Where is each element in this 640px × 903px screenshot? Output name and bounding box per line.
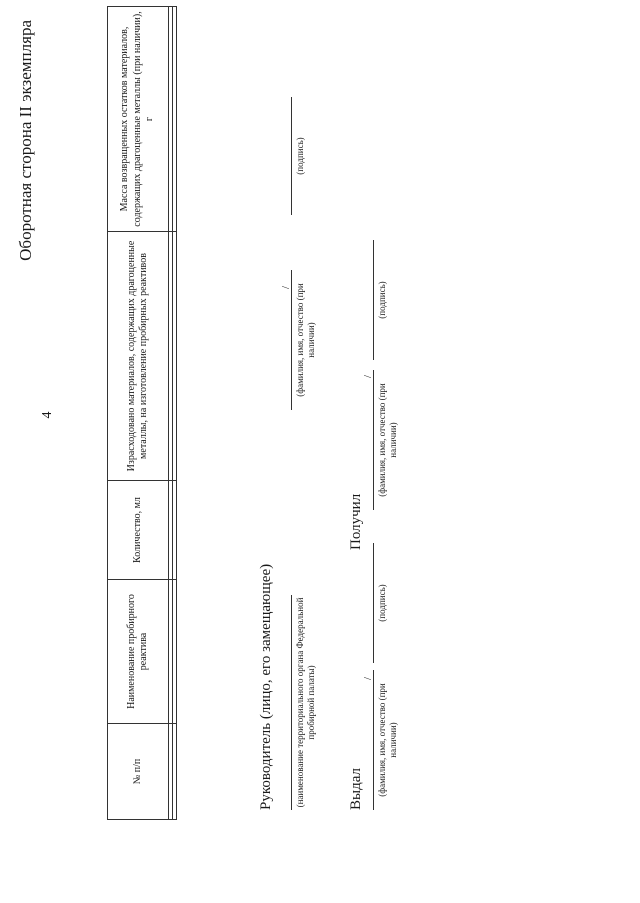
issued-heading: Выдал (348, 768, 364, 810)
table-cell (173, 7, 177, 232)
reagents-table (107, 6, 177, 820)
manager-separator: / (280, 285, 292, 289)
page-title: Оборотная сторона II экземпляра (16, 20, 35, 261)
table-cell (173, 580, 177, 724)
manager-signature-caption: (подпись) (295, 137, 305, 175)
column-header-reagent-name: Наименование пробирного реактива (108, 580, 169, 724)
table-cell (173, 232, 177, 481)
issued-name-caption: (фамилия, имя, отчество (при наличии) (377, 683, 399, 797)
column-header-quantity: Количество, мл (108, 481, 169, 580)
table-cell (173, 724, 177, 820)
received-signature-line (373, 240, 374, 360)
table-cell (173, 481, 177, 580)
received-separator: / (362, 374, 374, 378)
received-name-line (373, 370, 374, 510)
received-name-caption: (фамилия, имя, отчество (при наличии) (377, 383, 399, 497)
column-header-number: № п/п (108, 724, 169, 820)
issued-separator: / (362, 676, 374, 680)
manager-name-caption: (фамилия, имя, отчество (при наличии) (295, 283, 317, 397)
table-row (173, 7, 177, 820)
org-name-line (291, 595, 292, 810)
manager-heading: Руководитель (лицо, его замещающее) (258, 563, 274, 810)
issued-name-line (373, 670, 374, 810)
table-header-row (108, 7, 169, 820)
received-signature-caption: (подпись) (377, 281, 387, 319)
manager-name-line (291, 270, 292, 410)
column-header-returned-mass: Масса возвращенных остатков материалов, содержащих драгоценные металлы (при наличии), г (108, 7, 169, 232)
received-heading: Получил (348, 493, 364, 550)
page-number: 4 (40, 411, 55, 419)
org-caption: (наименование территориального органа Федеральной пробирной палаты) (295, 597, 317, 808)
issued-signature-caption: (подпись) (377, 584, 387, 622)
column-header-materials-spent: Израсходовано материалов, содержащих драгоценные металлы, на изготовление пробирных реактивов (108, 232, 169, 481)
manager-signature-line (291, 97, 292, 215)
issued-signature-line (373, 543, 374, 663)
